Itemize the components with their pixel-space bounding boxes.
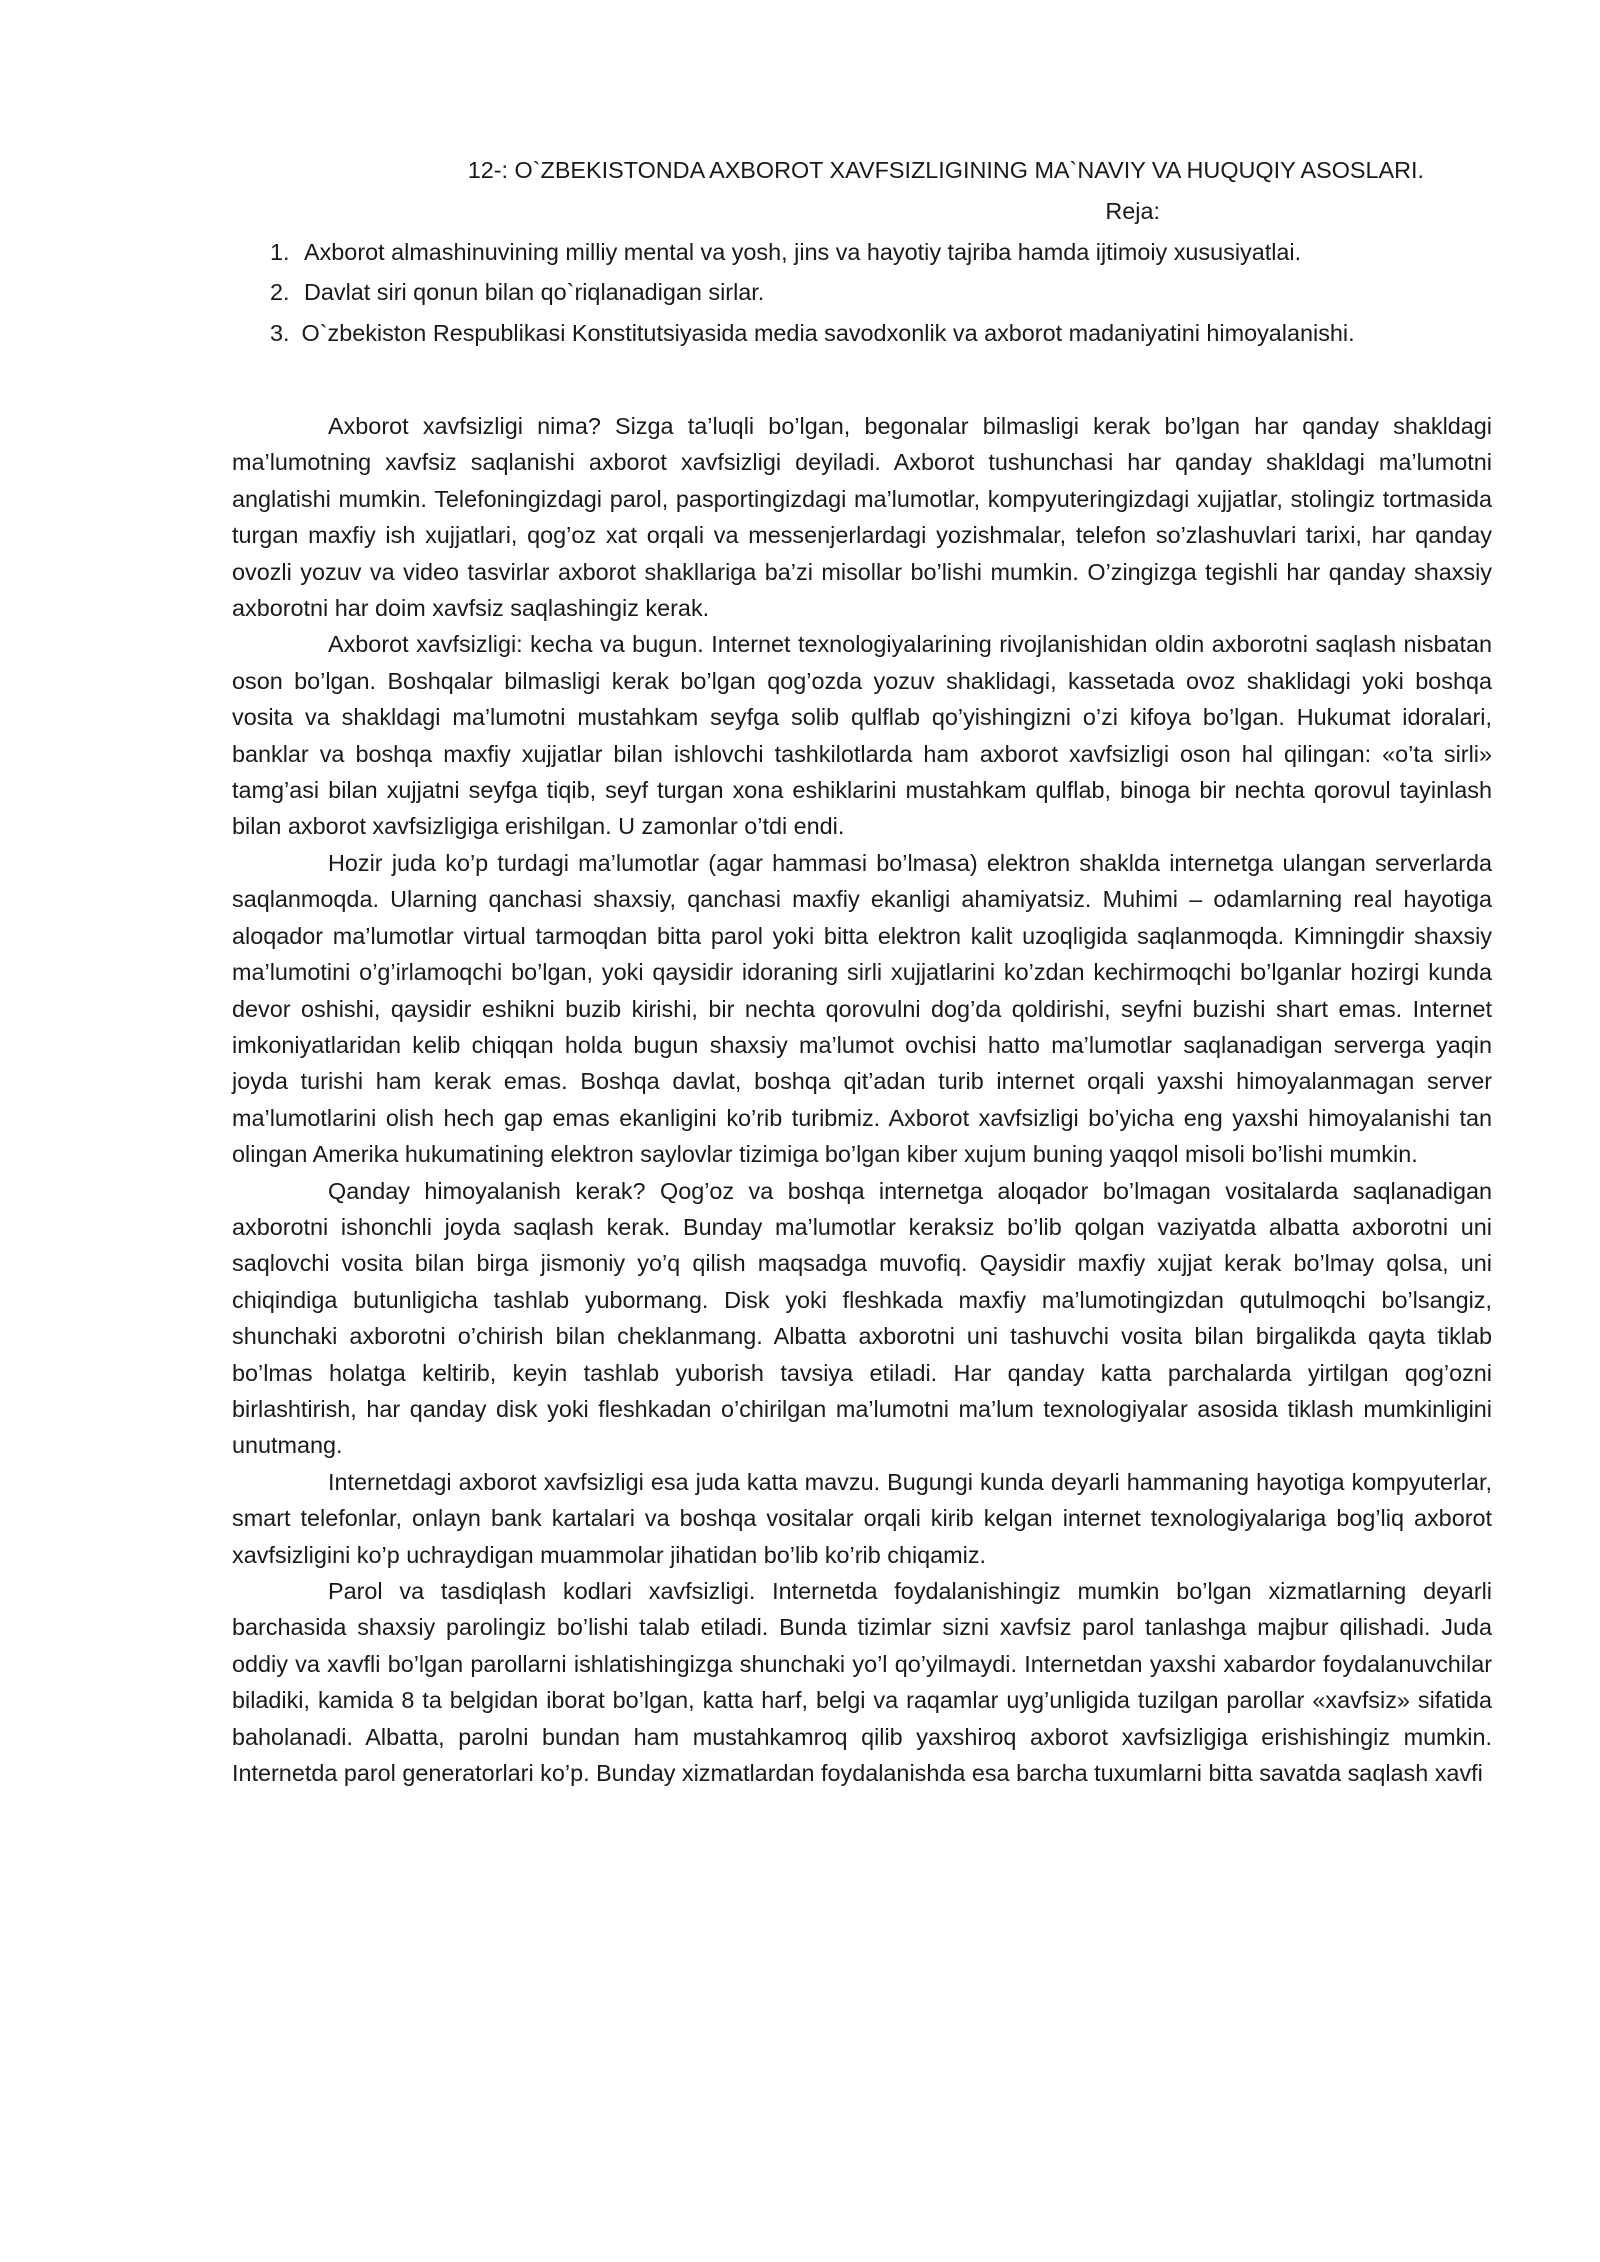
plan-item-number: 1. xyxy=(270,239,290,265)
document-content xyxy=(232,150,1492,1791)
plan-item-3 xyxy=(232,312,1492,354)
plan-item-text: Davlat siri qonun bilan qo`riqlanadigan sirlar. xyxy=(304,279,765,305)
paragraph: Parol va tasdiqlash kodlari xavfsizligi. Internetda foydalanishingiz mumkin bo’lgan xizmatlarning deyarli barchasida shaxsiy parolingiz bo’lishi talab etiladi. Bunda tizimlar sizni xavfsiz parol tanlashga majbur qilishadi. Juda oddiy va xavfli bo’lgan parollarni ishlatishingizga shunchaki yo’l qo’yilmaydi. Internetdan yaxshi xabardor foydalanuvchilar biladiki, kamida 8 ta belgidan iborat bo’lgan, katta harf, belgi va raqamlar uyg’unligida tuzilgan parollar «xavfsiz» sifatida baholanadi. Albatta, parolni bundan ham mustahkamroq qilib yaxshiroq axborot xavfsizligiga erishishingiz mumkin. Internetda parol generatorlari ko’p. Bunday xizmatlardan foydalanishda esa barcha tuxumlarni bitta savatda saqlash xavfi xyxy=(232,1578,1492,1787)
plan-item-text: O`zbekiston Respublikasi Konstitutsiyasida media savodxonlik va axborot madaniyatini himoyalanishi. xyxy=(301,320,1355,346)
plan-item-text: Axborot almashinuvining milliy mental va yosh, jins va hayotiy tajriba hamda ijtimoiy xususiyatlai. xyxy=(304,239,1302,265)
document-title: 12-: O`ZBEKISTONDA AXBOROT XAVFSIZLIGINING MA`NAVIY VA HUQUQIY ASOSLARI. xyxy=(467,157,1424,183)
plan-item-number: 3. xyxy=(270,320,290,346)
paragraph: Axborot xavfsizligi: kecha va bugun. Internet texnologiyalarining rivojlanishidan oldin axborotni saqlash nisbatan oson bo’lgan. Boshqalar bilmasligi kerak bo’lgan qog’ozda yozuv shaklidagi, kassetada ovoz shaklidagi yoki boshqa vosita va shakldagi ma’lumotni mustahkam seyfga solib qulflab qo’yishingizni o’zi kifoya bo’lgan. Hukumat idoralari, banklar va boshqa maxfiy xujjatlar bilan ishlovchi tashkilotlarda ham axborot xavfsizligi oson hal qilingan: «o’ta sirli» tamg’asi bilan xujjatni seyfga tiqib, seyf turgan xona eshiklarini mustahkam qulflab, binoga bir nechta qorovul tayinlash bilan axborot xavfsizligiga erishilgan. U zamonlar o’tdi endi. xyxy=(232,631,1492,840)
paragraph: Axborot xavfsizligi nima? Sizga ta’luqli bo’lgan, begonalar bilmasligi kerak bo’lgan har qanday shakldagi ma’lumotning xavfsiz saqlanishi axborot xavfsizligi deyiladi. Axborot tushunchasi har qanday shakldagi ma’lumotni anglatishi mumkin. Telefoningizdagi parol, pasportingizdagi ma’lumotlar, kompyuteringizdagi xujjatlar, stolingiz tortmasida turgan maxfiy ish xujjatlari, qog’oz xat orqali va messenjerlardagi yozishmalar, telefon so’zlashuvlari tarixi, har qanday ovozli yozuv va video tasvirlar axborot shakllariga ba’zi misollar bo’lishi mumkin. O’zingizga tegishli har qanday shaxsiy axborotni har doim xavfsiz saqlashingiz kerak. xyxy=(232,413,1492,622)
plan-item-number: 2. xyxy=(270,279,290,305)
paragraph: Qanday himoyalanish kerak? Qog’oz va boshqa internetga aloqador bo’lmagan vositalarda saqlanadigan axborotni ishonchli joyda saqlash kerak. Bunday ma’lumotlar keraksiz bo’lib qolgan vaziyatda albatta axborotni uni saqlovchi vosita bilan birga jismoniy yo’q qilish maqsadga muvofiq. Qaysidir maxfiy xujjat kerak bo’lmay qolsa, uni chiqindiga butunligicha tashlab yubormang. Disk yoki fleshkada maxfiy ma’lumotingizdan qutulmoqchi bo’lsangiz, shunchaki axborotni o’chirish bilan cheklanmang. Albatta axborotni uni tashuvchi vosita bilan birgalikda qayta tiklab bo’lmas holatga keltirib, keyin tashlab yuborish tavsiya etiladi. Har qanday katta parchalarda yirtilgan qog’ozni birlashtirish, har qanday disk yoki fleshkadan o’chirilgan ma’lumotni ma’lum texnologiyalar asosida tiklash mumkinligini unutmang. xyxy=(232,1177,1492,1459)
plan-label: Reja: xyxy=(1105,198,1160,224)
plan-item-1 xyxy=(232,232,1492,272)
plan-list xyxy=(232,232,1492,354)
plan-item-2 xyxy=(232,272,1492,312)
document-body xyxy=(232,408,1492,1791)
paragraph: Internetdagi axborot xavfsizligi esa juda katta mavzu. Bugungi kunda deyarli hammaning hayotiga kompyuterlar, smart telefonlar, onlayn bank kartalari va boshqa vositalar orqali kirib kelgan internet texnologiyalariga bog’liq axborot xavfsizligini ko’p uchraydigan muammolar jihatidan bo’lib ko’rib chiqamiz. xyxy=(232,1468,1492,1568)
paragraph: Hozir juda ko’p turdagi ma’lumotlar (agar hammasi bo’lmasa) elektron shaklda internetga ulangan serverlarda saqlanmoqda. Ularning qanchasi shaxsiy, qanchasi maxfiy ekanligi ahamiyatsiz. Muhimi – odamlarning real hayotiga aloqador ma’lumotlar virtual tarmoqdan bitta parol yoki bitta elektron kalit uzoqligida saqlanmoqda. Kimningdir shaxsiy ma’lumotini o’g’irlamoqchi bo’lgan, yoki qaysidir idoraning sirli xujjatlarini ko’zdan kechirmoqchi bo’lganlar hozirgi kunda devor oshishi, qaysidir eshikni buzib kirishi, bir nechta qorovulni dog’da qoldirishi, seyfni buzishi shart emas. Internet imkoniyatlaridan kelib chiqqan holda bugun shaxsiy ma’lumot ovchisi hatto ma’lumotlar saqlanadigan serverga yaqin joyda turishi ham kerak emas. Boshqa davlat, boshqa qit’adan turib internet orqali yaxshi himoyalanmagan server ma’lumotlarini olish hech gap emas ekanligini ko’rib turibmiz. Axborot xavfsizligi bo’yicha eng yaxshi himoyalanishi tan olingan Amerika hukumatining elektron saylovlar tizimiga bo’lgan kiber xujum buning yaqqol misoli bo’lishi mumkin. xyxy=(232,849,1492,1168)
